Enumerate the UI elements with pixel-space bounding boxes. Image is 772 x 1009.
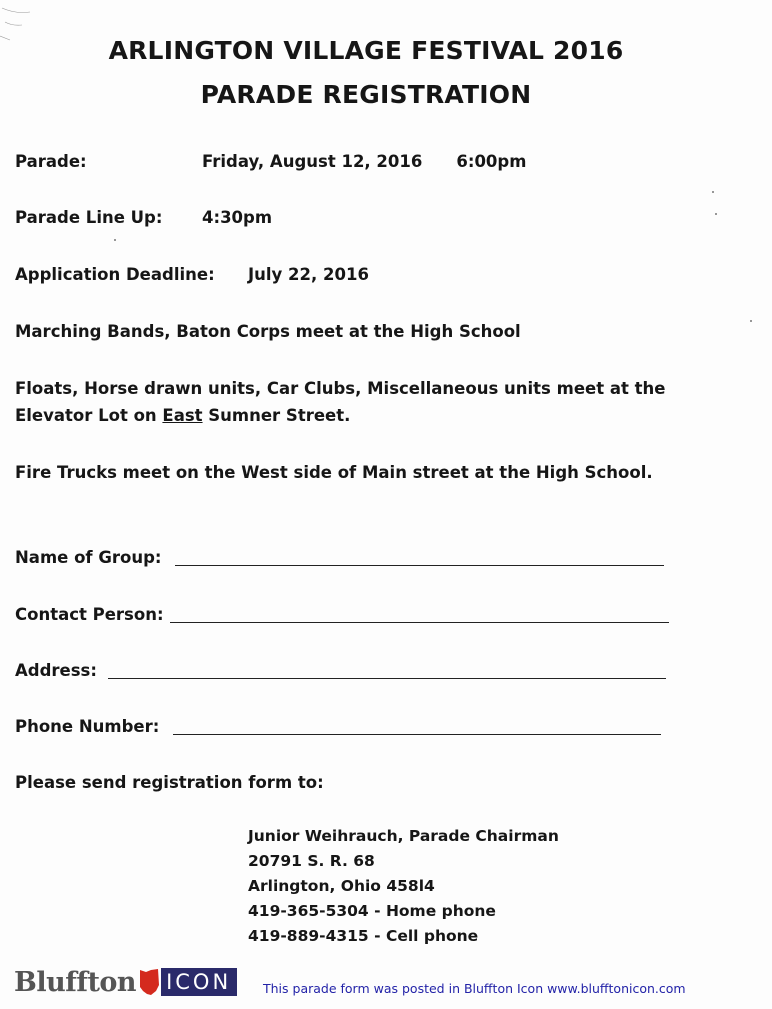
group-name-label: Name of Group: (15, 548, 162, 567)
logo-wordmark: Bluffton (14, 966, 137, 998)
group-name-field[interactable] (15, 544, 675, 572)
chairman-street: 20791 S. R. 68 (248, 852, 375, 870)
lineup-label: Parade Line Up: (15, 208, 163, 227)
floats-instruction-line2 (15, 402, 350, 430)
scan-speck (114, 239, 116, 241)
floats-line2-end: Sumner Street. (202, 406, 351, 425)
chairman-cell-phone: 419-889-4315 - Cell phone (248, 927, 479, 945)
phone-number-line[interactable] (173, 734, 661, 735)
lineup-time: 4:30pm (202, 208, 273, 227)
phone-number-field[interactable] (15, 713, 675, 741)
floats-instruction-line1: Floats, Horse drawn units, Car Clubs, Miscellaneous units meet at the (15, 379, 666, 398)
registration-title: PARADE REGISTRATION (200, 80, 532, 109)
parade-row (15, 148, 526, 176)
chairman-home-phone: 419-365-5304 - Home phone (248, 902, 496, 920)
deadline-date: July 22, 2016 (248, 265, 369, 284)
contact-person-field[interactable] (15, 601, 675, 629)
parade-date: Friday, August 12, 2016 (202, 152, 423, 171)
contact-person-label: Contact Person: (15, 605, 164, 624)
group-name-line[interactable] (175, 565, 664, 566)
chairman-city: Arlington, Ohio 458l4 (248, 877, 435, 895)
footer-note: This parade form was posted in Bluffton Icon www.blufftonicon.com (263, 981, 686, 996)
fire-trucks-instruction: Fire Trucks meet on the West side of Main street at the High School. (15, 463, 653, 482)
ohio-map-icon (138, 967, 160, 997)
scan-speck (750, 320, 752, 322)
parade-label: Parade: (15, 152, 87, 171)
parade-time: 6:00pm (456, 152, 527, 171)
lineup-row (15, 204, 272, 232)
deadline-row (15, 261, 369, 289)
deadline-label: Application Deadline: (15, 265, 215, 284)
bands-instruction: Marching Bands, Baton Corps meet at the High School (15, 322, 521, 341)
phone-number-label: Phone Number: (15, 717, 160, 736)
address-label: Address: (15, 661, 97, 680)
scan-speck (715, 213, 717, 215)
east-underlined: East (162, 406, 203, 425)
mailing-intro: Please send registration form to: (15, 773, 324, 792)
contact-person-line[interactable] (170, 622, 669, 623)
bluffton-icon-logo[interactable] (14, 965, 237, 999)
scan-speck (712, 191, 714, 193)
festival-title: ARLINGTON VILLAGE FESTIVAL 2016 (108, 36, 624, 65)
floats-line2-start: Elevator Lot on (15, 406, 163, 425)
address-field[interactable] (15, 657, 675, 685)
address-line[interactable] (108, 678, 666, 679)
logo-icon-badge: ICON (161, 968, 237, 996)
chairman-name: Junior Weihrauch, Parade Chairman (248, 827, 559, 845)
